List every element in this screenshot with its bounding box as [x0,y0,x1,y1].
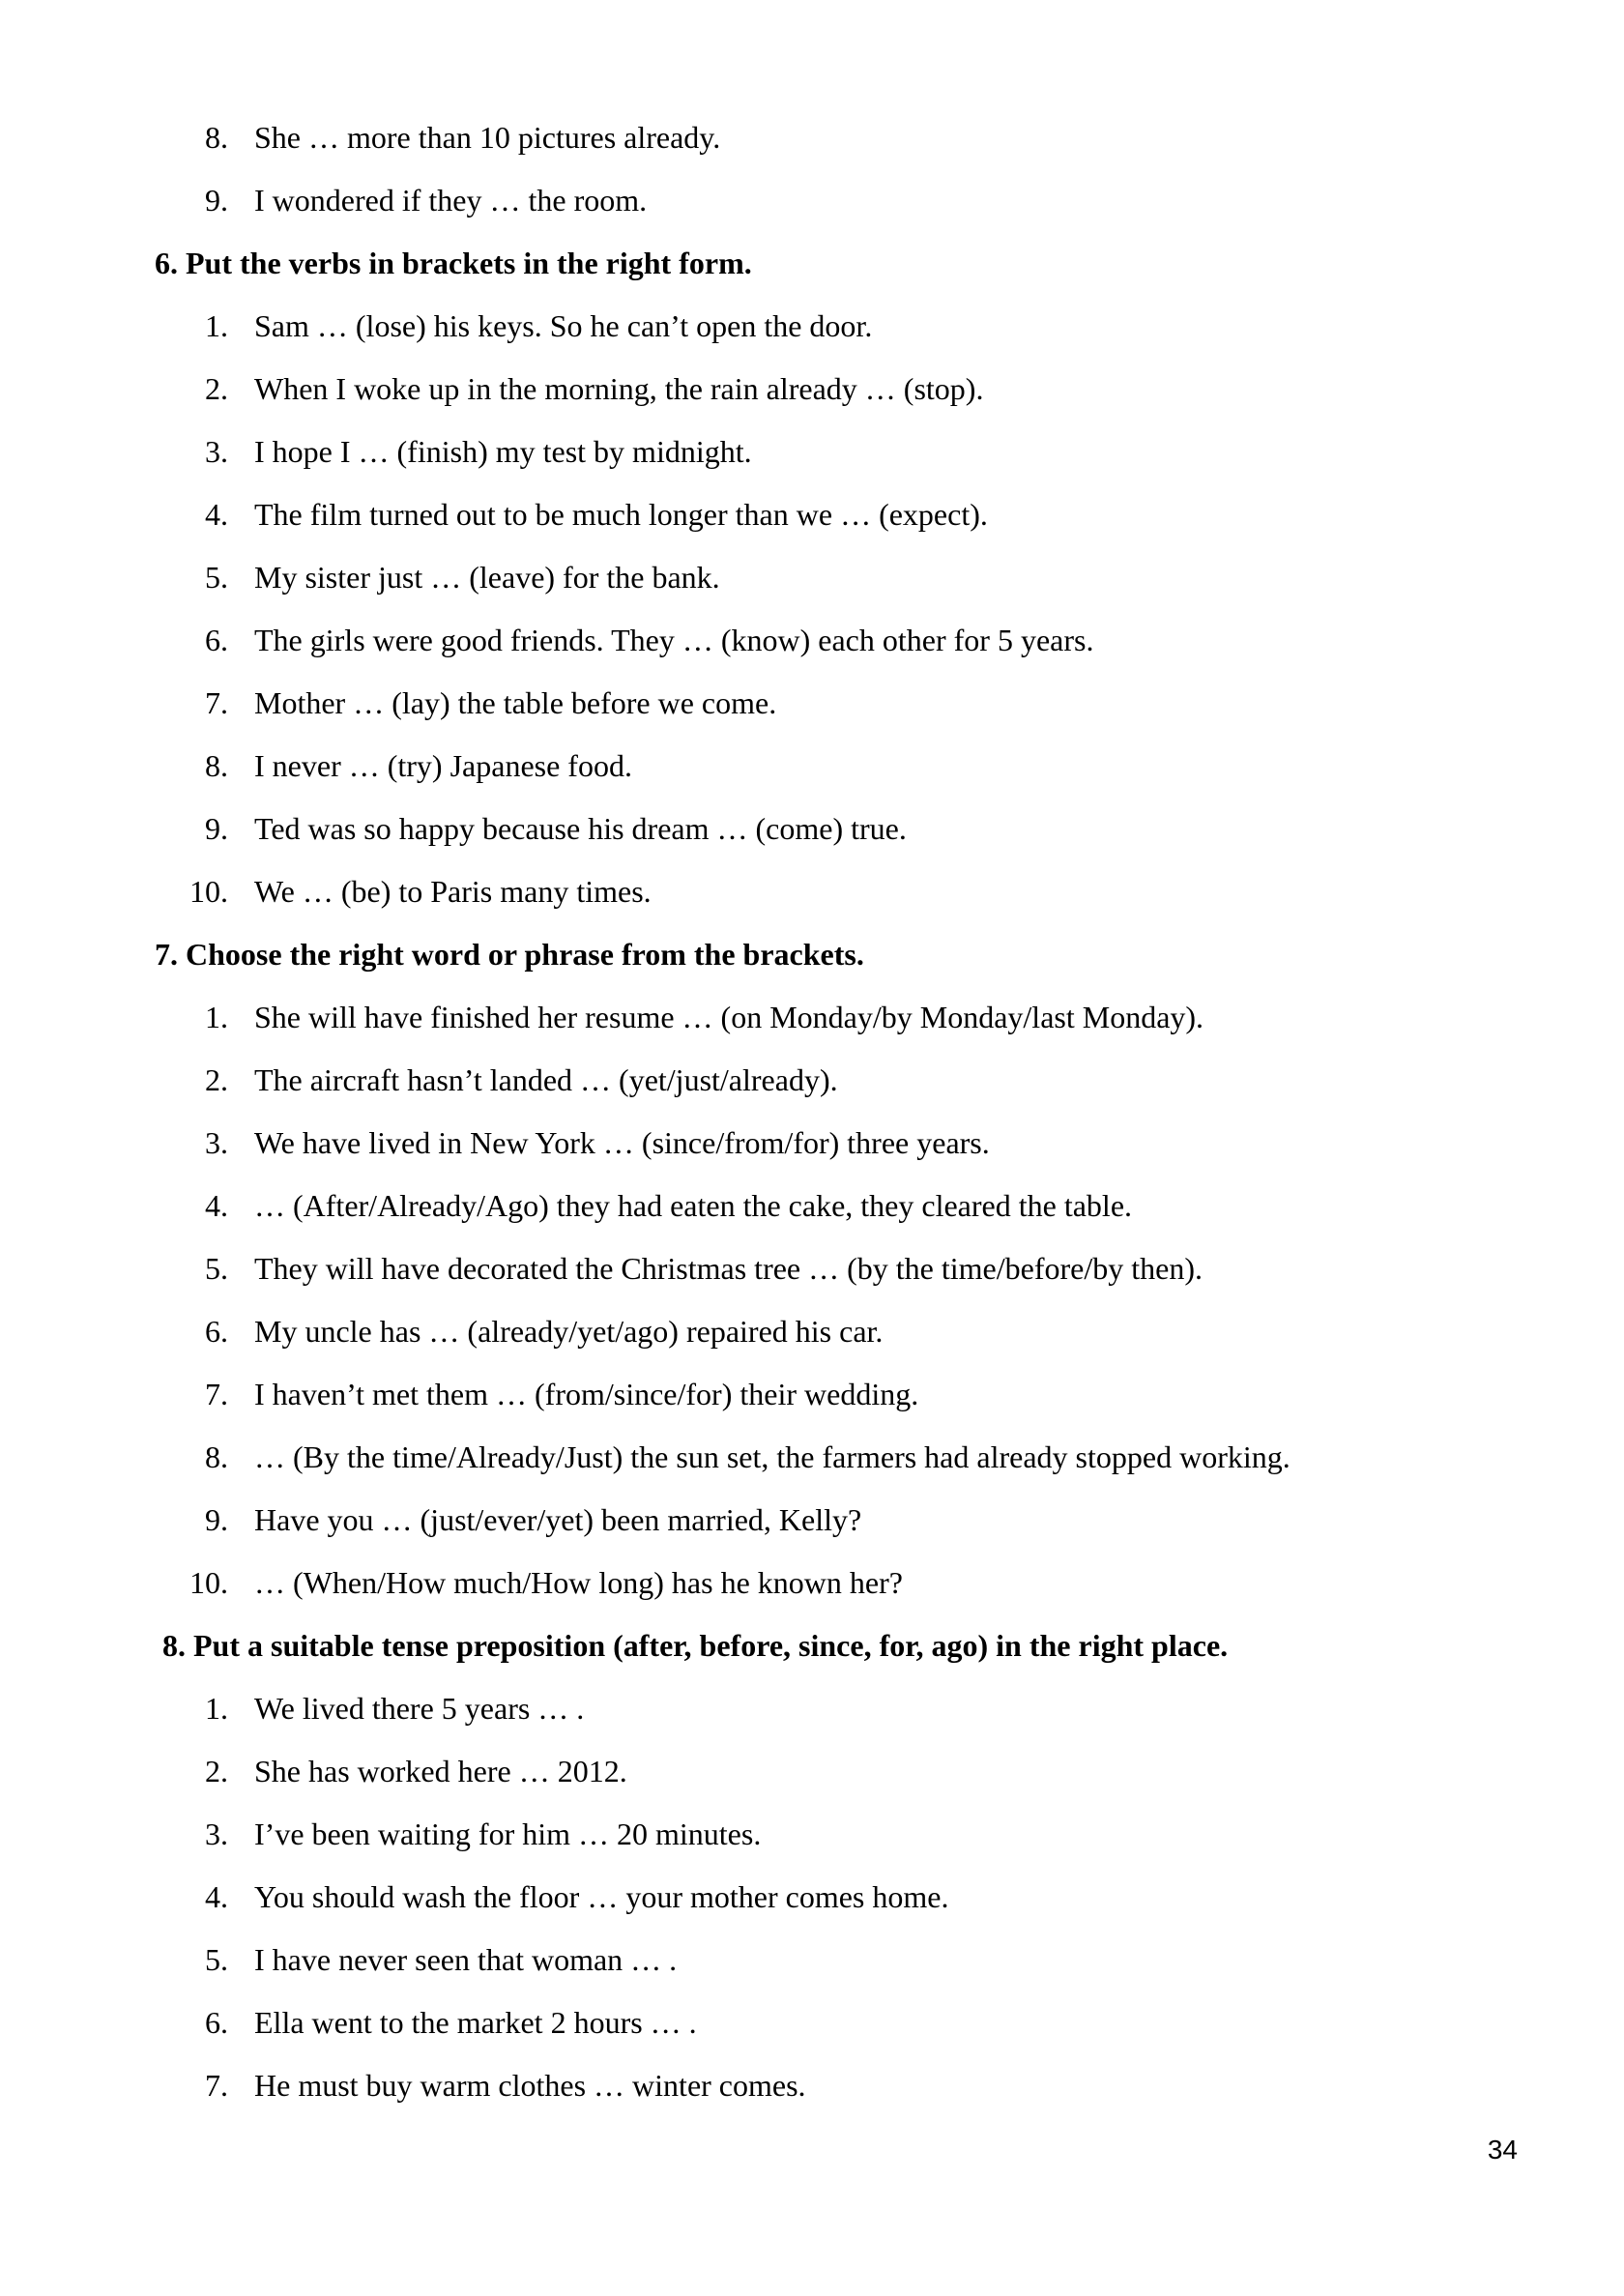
item-text: Ella went to the market 2 hours … . [254,2005,697,2040]
item-text: I’ve been waiting for him … 20 minutes. [254,1816,762,1851]
item-number: 4. [205,497,228,532]
item-number: 10. [189,1565,228,1600]
item-text: They will have decorated the Christmas tree … (by the time/before/by then). [254,1251,1203,1286]
item-text: I wondered if they … the room. [254,183,648,218]
item-text: I haven’t met them … (from/since/for) their wedding. [254,1377,919,1411]
item-text: We have lived in New York … (since/from/for) three years. [254,1125,990,1160]
item-text: Ted was so happy because his dream … (come) true. [254,811,907,846]
item-number: 6. [205,623,228,657]
item-number: 9. [205,183,228,218]
item-number: 6. [205,1314,228,1349]
item-text: I never … (try) Japanese food. [254,748,632,783]
exercise-item [0,295,1624,358]
item-number: 10. [189,874,228,909]
item-number: 3. [205,434,228,469]
exercise-item [0,1237,1624,1300]
item-text: She … more than 10 pictures already. [254,120,721,155]
exercise-item [0,798,1624,860]
item-text: The aircraft hasn’t landed … (yet/just/already). [254,1062,838,1097]
item-number: 8. [205,120,228,155]
item-number: 9. [205,1502,228,1537]
section-heading: 6. Put the verbs in brackets in the right form. [155,246,752,280]
item-number: 3. [205,1816,228,1851]
item-text: When I woke up in the morning, the rain already … (stop). [254,371,984,406]
item-number: 6. [205,2005,228,2040]
exercise-item [0,735,1624,798]
item-number: 4. [205,1188,228,1223]
exercise-item [0,1049,1624,1112]
item-number: 1. [205,1000,228,1034]
item-text: We … (be) to Paris many times. [254,874,652,909]
exercise-item [0,169,1624,232]
exercise-item [0,1112,1624,1175]
item-text: She has worked here … 2012. [254,1754,627,1788]
item-number: 4. [205,1879,228,1914]
page-number: 34 [1487,2135,1518,2165]
exercise-item [0,1300,1624,1363]
exercise-item [0,1489,1624,1552]
item-number: 7. [205,685,228,720]
item-number: 8. [205,748,228,783]
item-number: 8. [205,1439,228,1474]
exercise-item [0,421,1624,483]
exercise-item [0,672,1624,735]
section-heading: 7. Choose the right word or phrase from the brackets. [155,937,864,972]
exercise-item [0,358,1624,421]
exercise-item [0,2054,1624,2117]
exercise-item [0,986,1624,1049]
exercise-item [0,1552,1624,1614]
item-number: 2. [205,371,228,406]
item-text: You should wash the floor … your mother comes home. [254,1879,949,1914]
exercise-item [0,1991,1624,2054]
exercise-item [0,860,1624,923]
item-number: 1. [205,308,228,343]
exercise-item [0,1803,1624,1866]
item-number: 1. [205,1691,228,1726]
exercise-item [0,609,1624,672]
exercise-item [0,1677,1624,1740]
item-number: 5. [205,1251,228,1286]
item-text: The film turned out to be much longer than we … (expect). [254,497,988,532]
item-text: My uncle has … (already/yet/ago) repaired his car. [254,1314,884,1349]
exercise-item [0,106,1624,169]
exercise-item [0,1363,1624,1426]
item-text: We lived there 5 years … . [254,1691,585,1726]
item-text: He must buy warm clothes … winter comes. [254,2068,806,2103]
item-number: 9. [205,811,228,846]
exercise-item [0,483,1624,546]
exercise-item [0,1866,1624,1929]
exercise-item [0,546,1624,609]
item-text: The girls were good friends. They … (know) each other for 5 years. [254,623,1094,657]
section-heading: 8. Put a suitable tense preposition (after, before, since, for, ago) in the right place. [162,1628,1229,1663]
item-number: 5. [205,560,228,595]
item-text: My sister just … (leave) for the bank. [254,560,720,595]
item-number: 3. [205,1125,228,1160]
exercise-item [0,1929,1624,1991]
item-text: … (After/Already/Ago) they had eaten the cake, they cleared the table. [254,1188,1133,1223]
item-number: 5. [205,1942,228,1977]
item-text: I have never seen that woman … . [254,1942,678,1977]
item-text: I hope I … (finish) my test by midnight. [254,434,752,469]
exercise-item [0,1426,1624,1489]
item-text: … (By the time/Already/Just) the sun set, the farmers had already stopped working. [254,1439,1290,1474]
exercise-item [0,1740,1624,1803]
item-number: 2. [205,1754,228,1788]
item-number: 7. [205,1377,228,1411]
item-text: Mother … (lay) the table before we come. [254,685,777,720]
item-text: Have you … (just/ever/yet) been married, Kelly? [254,1502,862,1537]
item-text: She will have finished her resume … (on Monday/by Monday/last Monday). [254,1000,1204,1034]
exercise-item [0,1175,1624,1237]
item-number: 2. [205,1062,228,1097]
item-number: 7. [205,2068,228,2103]
item-text: … (When/How much/How long) has he known her? [254,1565,903,1600]
item-text: Sam … (lose) his keys. So he can’t open the door. [254,308,873,343]
